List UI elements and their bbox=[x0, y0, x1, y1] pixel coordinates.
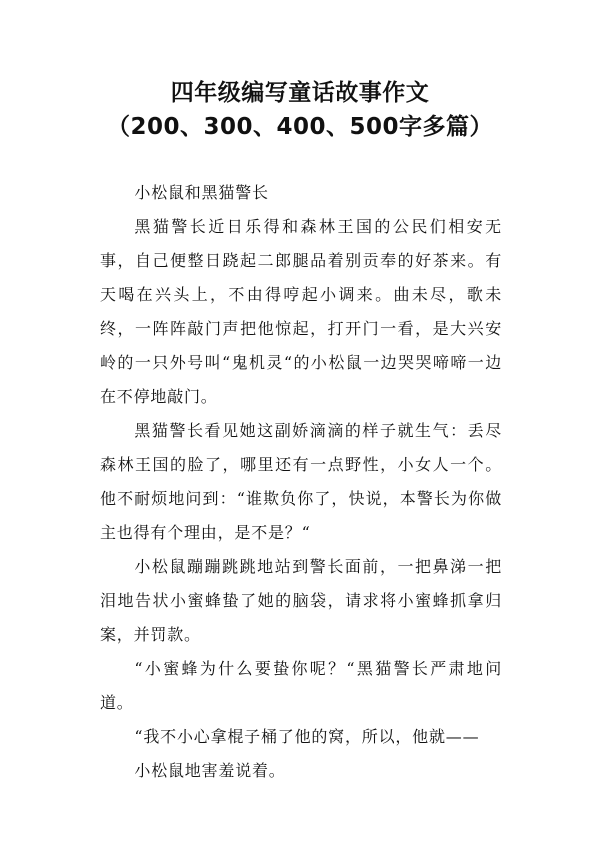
paragraph: “我不小心拿棍子桶了他的窝，所以，他就—— bbox=[134, 727, 480, 746]
paragraph: 黑猫警长近日乐得和森林王国的公民们相安无事，自己便整日跷起二郎腿品着别贡奉的好茶来。有天喝在兴头上，不由得哼起小调来。曲未尽，歌未终，一阵阵敲门声把他惊起，打开门一看，是大兴安岭的一只外号叫“鬼机灵“的小松鼠一边哭哭啼啼一边在不停地敲门。 bbox=[100, 217, 502, 406]
document-title: 四年级编写童话故事作文 bbox=[170, 80, 430, 106]
paragraph: 小松鼠地害羞说着。 bbox=[134, 761, 286, 780]
document-body bbox=[100, 176, 502, 788]
paragraph: 黑猫警长看见她这副娇滴滴的样子就生气：丢尽森林王国的脸了，哪里还有一点野性，小女人一个。他不耐烦地问到：“谁欺负你了，快说，本警长为你做主也得有个理由，是不是？“ bbox=[100, 421, 502, 542]
paragraph: “小蜜蜂为什么要蛰你呢？“黑猫警长严肃地问道。 bbox=[100, 659, 502, 712]
paragraph: 小松鼠蹦蹦跳跳地站到警长面前，一把鼻涕一把泪地告状小蜜蜂蛰了她的脑袋，请求将小蜜蜂抓拿归案，并罚款。 bbox=[100, 557, 502, 644]
story-title: 小松鼠和黑猫警长 bbox=[134, 183, 269, 202]
document-subtitle: （200、300、400、500字多篇） bbox=[106, 114, 494, 140]
